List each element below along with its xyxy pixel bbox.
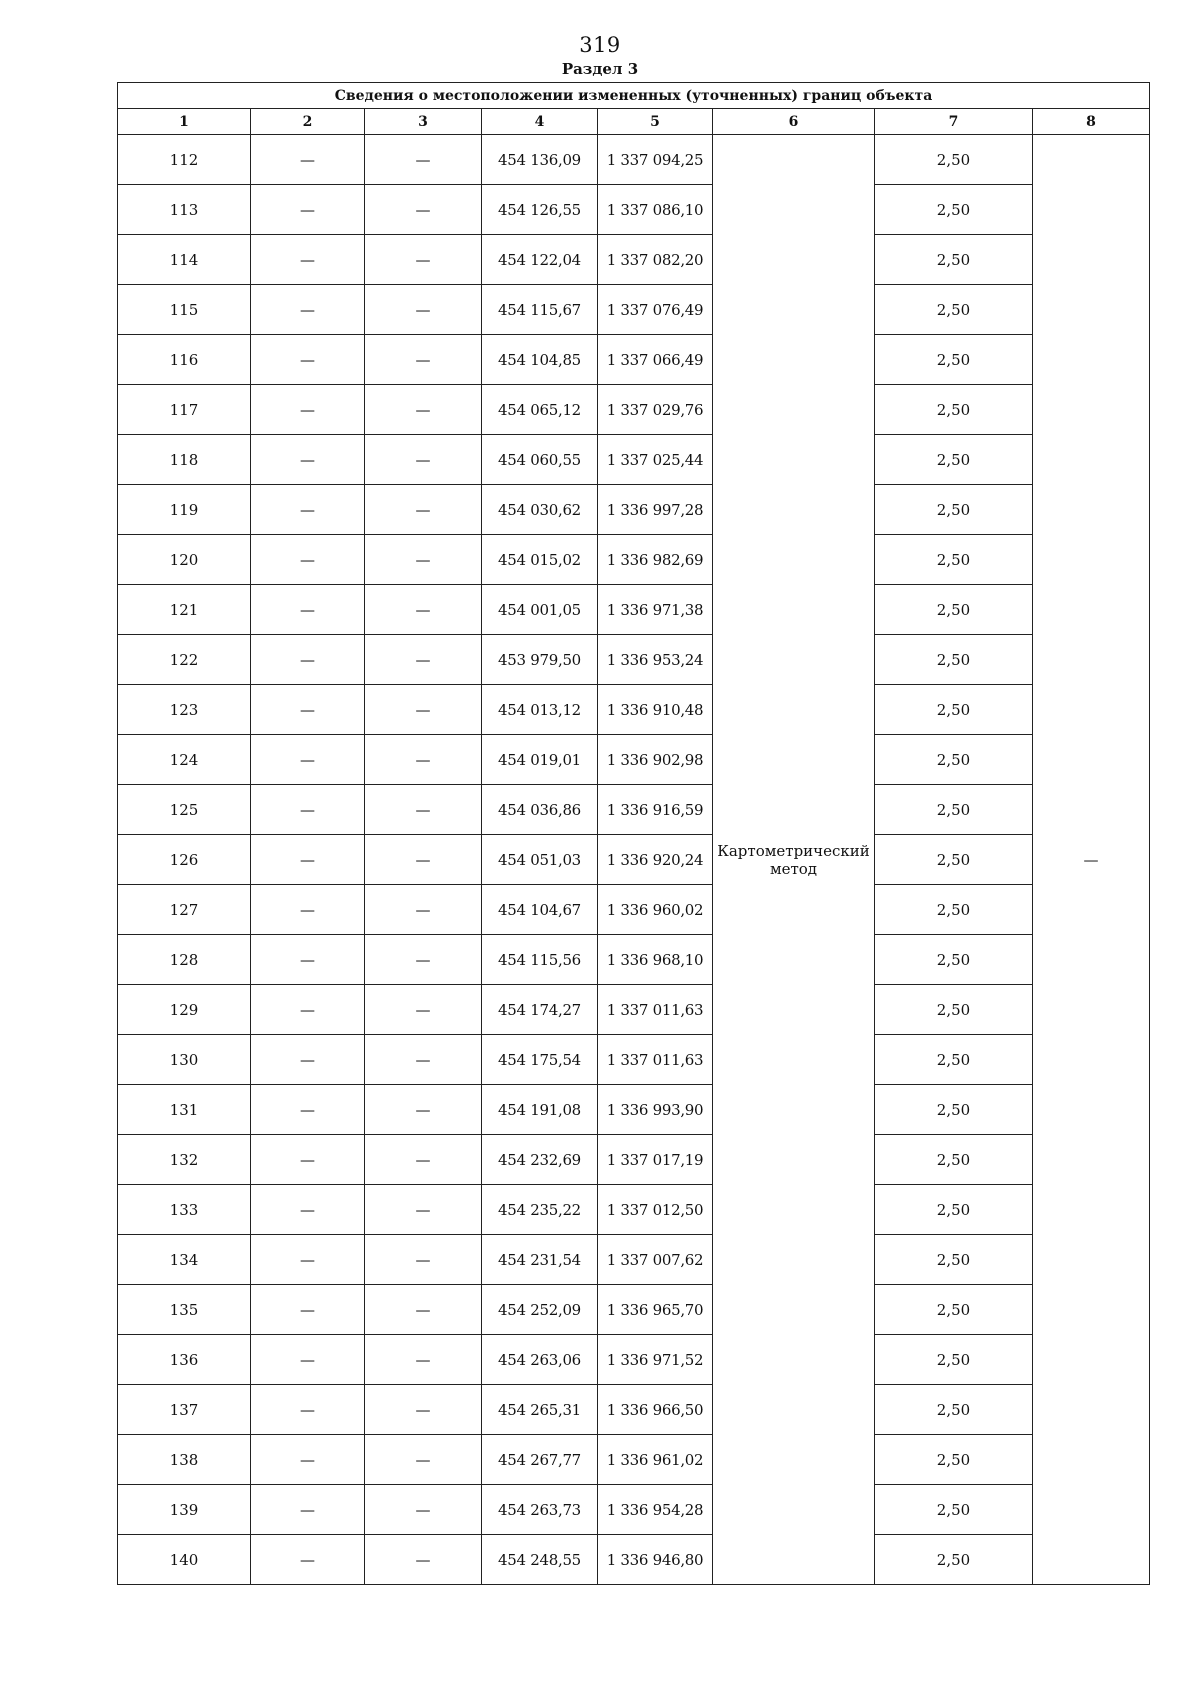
table-row bbox=[118, 635, 1150, 685]
y-coordinate-cell: 1 337 017,19 bbox=[598, 1135, 713, 1185]
accuracy-cell: 2,50 bbox=[875, 785, 1033, 835]
point-number-cell: 135 bbox=[118, 1285, 251, 1335]
column2-cell: — bbox=[251, 1485, 365, 1535]
table-row bbox=[118, 1285, 1150, 1335]
column3-cell: — bbox=[365, 785, 482, 835]
column3-cell: — bbox=[365, 685, 482, 735]
point-number-cell: 124 bbox=[118, 735, 251, 785]
column3-cell: — bbox=[365, 1235, 482, 1285]
column3-cell: — bbox=[365, 1285, 482, 1335]
x-coordinate-cell: 454 036,86 bbox=[482, 785, 598, 835]
column2-cell: — bbox=[251, 235, 365, 285]
x-coordinate-cell: 454 115,56 bbox=[482, 935, 598, 985]
table-row bbox=[118, 785, 1150, 835]
column2-cell: — bbox=[251, 1285, 365, 1335]
accuracy-cell: 2,50 bbox=[875, 585, 1033, 635]
y-coordinate-cell: 1 336 971,52 bbox=[598, 1335, 713, 1385]
x-coordinate-cell: 454 104,67 bbox=[482, 885, 598, 935]
column3-cell: — bbox=[365, 485, 482, 535]
column3-cell: — bbox=[365, 185, 482, 235]
x-coordinate-cell: 454 126,55 bbox=[482, 185, 598, 235]
x-coordinate-cell: 454 235,22 bbox=[482, 1185, 598, 1235]
column2-cell: — bbox=[251, 1135, 365, 1185]
x-coordinate-cell: 454 231,54 bbox=[482, 1235, 598, 1285]
accuracy-cell: 2,50 bbox=[875, 535, 1033, 585]
point-number-cell: 113 bbox=[118, 185, 251, 235]
table-row bbox=[118, 985, 1150, 1035]
column-number: 1 bbox=[118, 109, 251, 135]
accuracy-cell: 2,50 bbox=[875, 635, 1033, 685]
column-number: 8 bbox=[1033, 109, 1150, 135]
y-coordinate-cell: 1 336 966,50 bbox=[598, 1385, 713, 1435]
accuracy-cell: 2,50 bbox=[875, 985, 1033, 1035]
column3-cell: — bbox=[365, 635, 482, 685]
table-row bbox=[118, 1135, 1150, 1185]
point-number-cell: 119 bbox=[118, 485, 251, 535]
accuracy-cell: 2,50 bbox=[875, 1135, 1033, 1185]
y-coordinate-cell: 1 336 993,90 bbox=[598, 1085, 713, 1135]
y-coordinate-cell: 1 336 961,02 bbox=[598, 1435, 713, 1485]
column3-cell: — bbox=[365, 385, 482, 435]
point-number-cell: 122 bbox=[118, 635, 251, 685]
column3-cell: — bbox=[365, 885, 482, 935]
table-row bbox=[118, 1235, 1150, 1285]
column2-cell: — bbox=[251, 1385, 365, 1435]
table-row bbox=[118, 1035, 1150, 1085]
table-row bbox=[118, 135, 1150, 185]
accuracy-cell: 2,50 bbox=[875, 185, 1033, 235]
y-coordinate-cell: 1 336 902,98 bbox=[598, 735, 713, 785]
accuracy-cell: 2,50 bbox=[875, 435, 1033, 485]
y-coordinate-cell: 1 336 946,80 bbox=[598, 1535, 713, 1585]
column3-cell: — bbox=[365, 1135, 482, 1185]
column3-cell: — bbox=[365, 1435, 482, 1485]
column2-cell: — bbox=[251, 435, 365, 485]
point-number-cell: 115 bbox=[118, 285, 251, 335]
column2-cell: — bbox=[251, 485, 365, 535]
point-number-cell: 123 bbox=[118, 685, 251, 735]
column3-cell: — bbox=[365, 1385, 482, 1435]
x-coordinate-cell: 454 122,04 bbox=[482, 235, 598, 285]
column3-cell: — bbox=[365, 1485, 482, 1535]
point-number-cell: 112 bbox=[118, 135, 251, 185]
column3-cell: — bbox=[365, 435, 482, 485]
x-coordinate-cell: 454 015,02 bbox=[482, 535, 598, 585]
accuracy-cell: 2,50 bbox=[875, 135, 1033, 185]
accuracy-cell: 2,50 bbox=[875, 1285, 1033, 1335]
x-coordinate-cell: 453 979,50 bbox=[482, 635, 598, 685]
column3-cell: — bbox=[365, 735, 482, 785]
y-coordinate-cell: 1 336 910,48 bbox=[598, 685, 713, 735]
point-number-cell: 125 bbox=[118, 785, 251, 835]
column2-cell: — bbox=[251, 1185, 365, 1235]
column2-cell: — bbox=[251, 185, 365, 235]
boundary-coordinates-table bbox=[117, 82, 1150, 1585]
column3-cell: — bbox=[365, 1185, 482, 1235]
y-coordinate-cell: 1 336 916,59 bbox=[598, 785, 713, 835]
y-coordinate-cell: 1 337 025,44 bbox=[598, 435, 713, 485]
table-row bbox=[118, 585, 1150, 635]
column2-cell: — bbox=[251, 385, 365, 435]
table-row bbox=[118, 535, 1150, 585]
x-coordinate-cell: 454 030,62 bbox=[482, 485, 598, 535]
accuracy-cell: 2,50 bbox=[875, 335, 1033, 385]
table-row bbox=[118, 1535, 1150, 1585]
x-coordinate-cell: 454 252,09 bbox=[482, 1285, 598, 1335]
column2-cell: — bbox=[251, 1435, 365, 1485]
y-coordinate-cell: 1 336 954,28 bbox=[598, 1485, 713, 1535]
accuracy-cell: 2,50 bbox=[875, 685, 1033, 735]
table-row bbox=[118, 335, 1150, 385]
y-coordinate-cell: 1 336 965,70 bbox=[598, 1285, 713, 1335]
column2-cell: — bbox=[251, 1035, 365, 1085]
x-coordinate-cell: 454 001,05 bbox=[482, 585, 598, 635]
column3-cell: — bbox=[365, 335, 482, 385]
column3-cell: — bbox=[365, 1085, 482, 1135]
table-row bbox=[118, 835, 1150, 885]
accuracy-cell: 2,50 bbox=[875, 1535, 1033, 1585]
x-coordinate-cell: 454 174,27 bbox=[482, 985, 598, 1035]
y-coordinate-cell: 1 336 968,10 bbox=[598, 935, 713, 985]
column3-cell: — bbox=[365, 835, 482, 885]
accuracy-cell: 2,50 bbox=[875, 935, 1033, 985]
x-coordinate-cell: 454 265,31 bbox=[482, 1385, 598, 1435]
page-number: 319 bbox=[579, 33, 621, 57]
column-number: 7 bbox=[875, 109, 1033, 135]
table-row bbox=[118, 735, 1150, 785]
table-caption: Сведения о местоположении измененных (уточненных) границ объекта bbox=[118, 83, 1150, 109]
accuracy-cell: 2,50 bbox=[875, 1185, 1033, 1235]
point-number-cell: 114 bbox=[118, 235, 251, 285]
accuracy-cell: 2,50 bbox=[875, 235, 1033, 285]
point-number-cell: 137 bbox=[118, 1385, 251, 1435]
column3-cell: — bbox=[365, 285, 482, 335]
accuracy-cell: 2,50 bbox=[875, 1335, 1033, 1385]
accuracy-cell: 2,50 bbox=[875, 1385, 1033, 1435]
table-row bbox=[118, 385, 1150, 435]
y-coordinate-cell: 1 337 029,76 bbox=[598, 385, 713, 435]
column3-cell: — bbox=[365, 135, 482, 185]
column3-cell: — bbox=[365, 535, 482, 585]
point-number-cell: 128 bbox=[118, 935, 251, 985]
y-coordinate-cell: 1 336 920,24 bbox=[598, 835, 713, 885]
point-number-cell: 140 bbox=[118, 1535, 251, 1585]
column3-cell: — bbox=[365, 235, 482, 285]
point-number-cell: 129 bbox=[118, 985, 251, 1035]
column2-cell: — bbox=[251, 1335, 365, 1385]
accuracy-cell: 2,50 bbox=[875, 1485, 1033, 1535]
point-number-cell: 126 bbox=[118, 835, 251, 885]
y-coordinate-cell: 1 337 011,63 bbox=[598, 1035, 713, 1085]
table-row bbox=[118, 685, 1150, 735]
accuracy-cell: 2,50 bbox=[875, 885, 1033, 935]
point-number-cell: 132 bbox=[118, 1135, 251, 1185]
table-row bbox=[118, 1385, 1150, 1435]
x-coordinate-cell: 454 232,69 bbox=[482, 1135, 598, 1185]
accuracy-cell: 2,50 bbox=[875, 1235, 1033, 1285]
point-number-cell: 130 bbox=[118, 1035, 251, 1085]
table-row bbox=[118, 1485, 1150, 1535]
table-row bbox=[118, 935, 1150, 985]
point-number-cell: 138 bbox=[118, 1435, 251, 1485]
table-row bbox=[118, 435, 1150, 485]
column2-cell: — bbox=[251, 685, 365, 735]
point-number-cell: 131 bbox=[118, 1085, 251, 1135]
table-row bbox=[118, 1435, 1150, 1485]
y-coordinate-cell: 1 336 953,24 bbox=[598, 635, 713, 685]
accuracy-cell: 2,50 bbox=[875, 735, 1033, 785]
y-coordinate-cell: 1 337 007,62 bbox=[598, 1235, 713, 1285]
table-row bbox=[118, 485, 1150, 535]
x-coordinate-cell: 454 248,55 bbox=[482, 1535, 598, 1585]
column-number: 6 bbox=[713, 109, 875, 135]
column2-cell: — bbox=[251, 585, 365, 635]
column2-cell: — bbox=[251, 985, 365, 1035]
column-number: 5 bbox=[598, 109, 713, 135]
accuracy-cell: 2,50 bbox=[875, 1085, 1033, 1135]
section-title: Раздел 3 bbox=[561, 60, 639, 78]
column2-cell: — bbox=[251, 535, 365, 585]
column2-cell: — bbox=[251, 885, 365, 935]
y-coordinate-cell: 1 337 076,49 bbox=[598, 285, 713, 335]
y-coordinate-cell: 1 337 066,49 bbox=[598, 335, 713, 385]
column3-cell: — bbox=[365, 985, 482, 1035]
y-coordinate-cell: 1 337 082,20 bbox=[598, 235, 713, 285]
column3-cell: — bbox=[365, 1035, 482, 1085]
x-coordinate-cell: 454 060,55 bbox=[482, 435, 598, 485]
y-coordinate-cell: 1 336 971,38 bbox=[598, 585, 713, 635]
accuracy-cell: 2,50 bbox=[875, 1435, 1033, 1485]
x-coordinate-cell: 454 136,09 bbox=[482, 135, 598, 185]
x-coordinate-cell: 454 051,03 bbox=[482, 835, 598, 885]
column3-cell: — bbox=[365, 1335, 482, 1385]
column3-cell: — bbox=[365, 585, 482, 635]
table-body bbox=[118, 135, 1150, 1585]
table-row bbox=[118, 235, 1150, 285]
point-number-cell: 136 bbox=[118, 1335, 251, 1385]
column2-cell: — bbox=[251, 285, 365, 335]
y-coordinate-cell: 1 337 012,50 bbox=[598, 1185, 713, 1235]
y-coordinate-cell: 1 337 011,63 bbox=[598, 985, 713, 1035]
x-coordinate-cell: 454 175,54 bbox=[482, 1035, 598, 1085]
column-number: 4 bbox=[482, 109, 598, 135]
column2-cell: — bbox=[251, 785, 365, 835]
point-number-cell: 117 bbox=[118, 385, 251, 435]
column8-cell: — bbox=[1033, 135, 1150, 1585]
x-coordinate-cell: 454 263,06 bbox=[482, 1335, 598, 1385]
table-row bbox=[118, 1335, 1150, 1385]
column2-cell: — bbox=[251, 335, 365, 385]
column-number: 2 bbox=[251, 109, 365, 135]
column2-cell: — bbox=[251, 835, 365, 885]
point-number-cell: 133 bbox=[118, 1185, 251, 1235]
point-number-cell: 127 bbox=[118, 885, 251, 935]
y-coordinate-cell: 1 337 094,25 bbox=[598, 135, 713, 185]
y-coordinate-cell: 1 336 960,02 bbox=[598, 885, 713, 935]
column2-cell: — bbox=[251, 135, 365, 185]
point-number-cell: 139 bbox=[118, 1485, 251, 1535]
column2-cell: — bbox=[251, 935, 365, 985]
x-coordinate-cell: 454 104,85 bbox=[482, 335, 598, 385]
table-row bbox=[118, 285, 1150, 335]
column2-cell: — bbox=[251, 1535, 365, 1585]
column3-cell: — bbox=[365, 1535, 482, 1585]
x-coordinate-cell: 454 263,73 bbox=[482, 1485, 598, 1535]
table-row bbox=[118, 1185, 1150, 1235]
accuracy-cell: 2,50 bbox=[875, 1035, 1033, 1085]
point-number-cell: 118 bbox=[118, 435, 251, 485]
y-coordinate-cell: 1 337 086,10 bbox=[598, 185, 713, 235]
y-coordinate-cell: 1 336 997,28 bbox=[598, 485, 713, 535]
table-row bbox=[118, 885, 1150, 935]
table-row bbox=[118, 185, 1150, 235]
method-cell: Картометрический метод bbox=[713, 135, 875, 1585]
accuracy-cell: 2,50 bbox=[875, 835, 1033, 885]
y-coordinate-cell: 1 336 982,69 bbox=[598, 535, 713, 585]
x-coordinate-cell: 454 267,77 bbox=[482, 1435, 598, 1485]
point-number-cell: 120 bbox=[118, 535, 251, 585]
point-number-cell: 121 bbox=[118, 585, 251, 635]
column2-cell: — bbox=[251, 735, 365, 785]
point-number-cell: 116 bbox=[118, 335, 251, 385]
column3-cell: — bbox=[365, 935, 482, 985]
x-coordinate-cell: 454 065,12 bbox=[482, 385, 598, 435]
column2-cell: — bbox=[251, 635, 365, 685]
accuracy-cell: 2,50 bbox=[875, 285, 1033, 335]
x-coordinate-cell: 454 191,08 bbox=[482, 1085, 598, 1135]
table-row bbox=[118, 1085, 1150, 1135]
x-coordinate-cell: 454 013,12 bbox=[482, 685, 598, 735]
column2-cell: — bbox=[251, 1235, 365, 1285]
column2-cell: — bbox=[251, 1085, 365, 1135]
accuracy-cell: 2,50 bbox=[875, 385, 1033, 435]
x-coordinate-cell: 454 115,67 bbox=[482, 285, 598, 335]
column-number: 3 bbox=[365, 109, 482, 135]
x-coordinate-cell: 454 019,01 bbox=[482, 735, 598, 785]
accuracy-cell: 2,50 bbox=[875, 485, 1033, 535]
point-number-cell: 134 bbox=[118, 1235, 251, 1285]
